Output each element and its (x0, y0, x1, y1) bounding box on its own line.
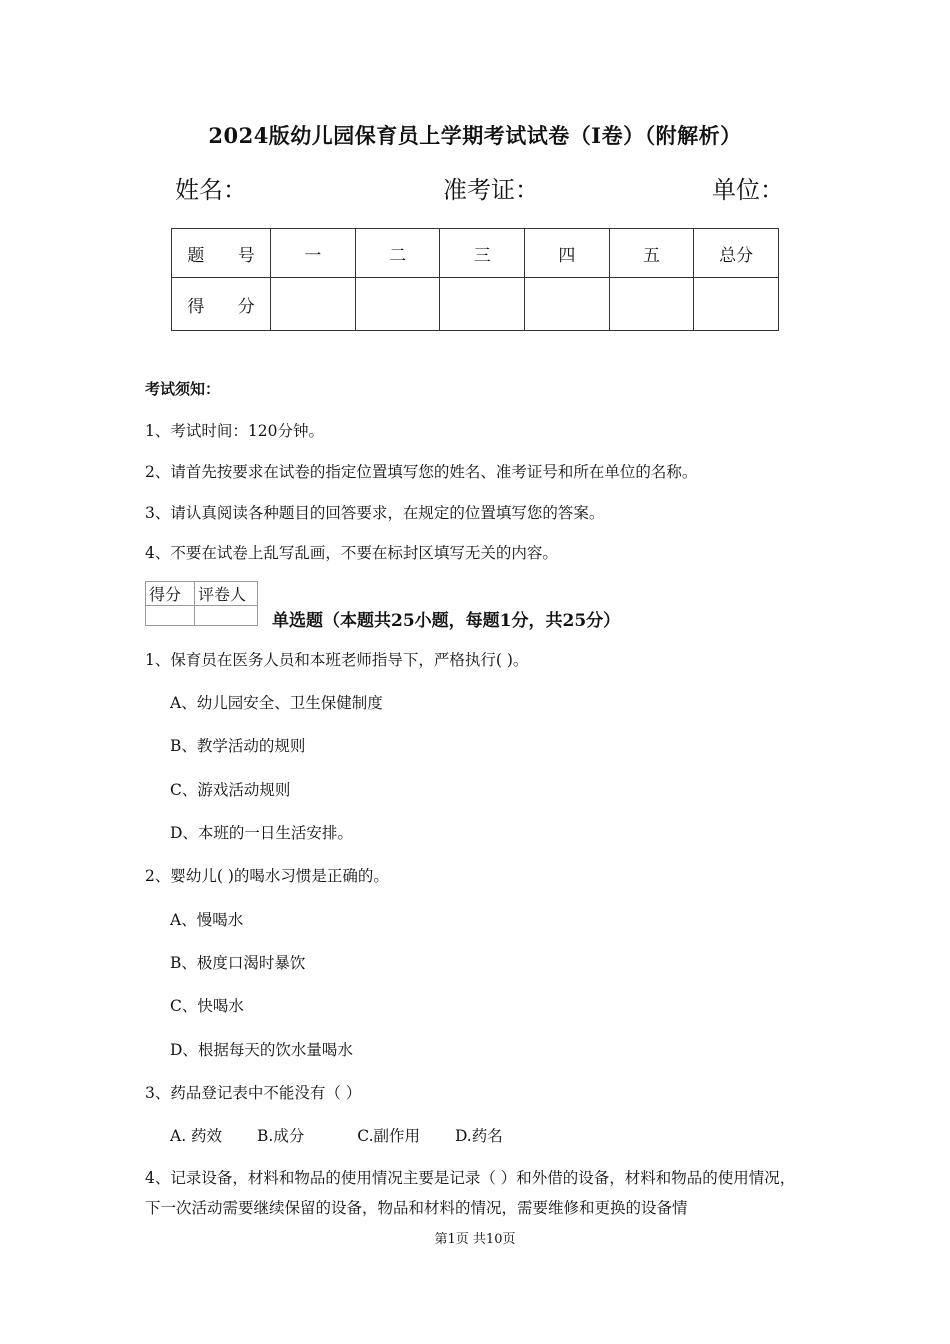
notice-item: 3、请认真阅读各种题目的回答要求，在规定的位置填写您的答案。 (145, 504, 605, 522)
question-option: A、幼儿园安全、卫生保健制度 (170, 694, 383, 712)
score-cell[interactable] (609, 278, 694, 331)
notice-title: 考试须知： (145, 380, 221, 398)
score-table-header-cell: 总分 (694, 229, 779, 278)
grader-box (145, 581, 258, 626)
question-options-inline (170, 1124, 533, 1146)
question-stem: 1、保育员在医务人员和本班老师指导下，严格执行( )。 (145, 651, 529, 669)
score-table-header-cell: 五 (609, 229, 694, 278)
exam-id-field-label: 准考证： (443, 176, 539, 204)
section-title: 单选题（本题共25小题，每题1分，共25分） (272, 611, 621, 631)
score-table-score-row (172, 278, 779, 331)
question-option: A、慢喝水 (170, 911, 244, 929)
unit-field-label: 单位： (712, 176, 784, 204)
notice-item: 2、请首先按要求在试卷的指定位置填写您的姓名、准考证号和所在单位的名称。 (145, 463, 698, 481)
score-cell[interactable] (694, 278, 779, 331)
score-table-header-cell: 三 (440, 229, 525, 278)
question-stem: 4、记录设备，材料和物品的使用情况主要是记录（ ）和外借的设备，材料和物品的使用情况，下一次活动需要继续保留的设备，物品和材料的情况，需要维修和更换的设备情 (145, 1169, 796, 1217)
question-option: D、根据每天的饮水量喝水 (170, 1041, 353, 1059)
question-option: B.成分 (257, 1127, 305, 1145)
score-table-header-cell: 二 (355, 229, 440, 278)
score-table-row-label: 得 分 (172, 278, 271, 331)
question-option: D.药名 (454, 1127, 503, 1145)
question-option: A. 药效 (170, 1127, 223, 1145)
score-table-header-row (172, 229, 779, 278)
score-cell[interactable] (271, 278, 356, 331)
question-option: D、本班的一日生活安排。 (170, 824, 353, 842)
name-field-label: 姓名： (175, 176, 247, 204)
question-option: C、快喝水 (170, 997, 244, 1015)
notice-item: 4、不要在试卷上乱写乱画，不要在标封区填写无关的内容。 (145, 544, 558, 562)
score-cell[interactable] (355, 278, 440, 331)
question-stem: 2、婴幼儿( )的喝水习惯是正确的。 (145, 867, 389, 885)
grader-score-cell[interactable] (146, 606, 195, 626)
grader-score-label: 得分 (146, 582, 195, 606)
score-cell[interactable] (440, 278, 525, 331)
score-table-header-label: 题 号 (172, 229, 271, 278)
page-footer: 第1页 共10页 (434, 1232, 516, 1247)
score-table-header-cell: 四 (525, 229, 610, 278)
score-cell[interactable] (525, 278, 610, 331)
score-table-header-cell: 一 (271, 229, 356, 278)
question-option: B、极度口渴时暴饮 (170, 954, 306, 972)
score-table (171, 228, 779, 331)
grader-name-cell[interactable] (195, 606, 258, 626)
question-option: C.副作用 (357, 1127, 420, 1145)
question-stem: 3、药品登记表中不能没有（ ） (145, 1084, 362, 1102)
question-option: B、教学活动的规则 (170, 737, 306, 755)
question-option: C、游戏活动规则 (170, 781, 291, 799)
notice-item: 1、考试时间：120分钟。 (145, 422, 324, 440)
page-title: 2024版幼儿园保育员上学期考试试卷（I卷）（附解析） (208, 123, 742, 148)
grader-name-label: 评卷人 (195, 582, 258, 606)
